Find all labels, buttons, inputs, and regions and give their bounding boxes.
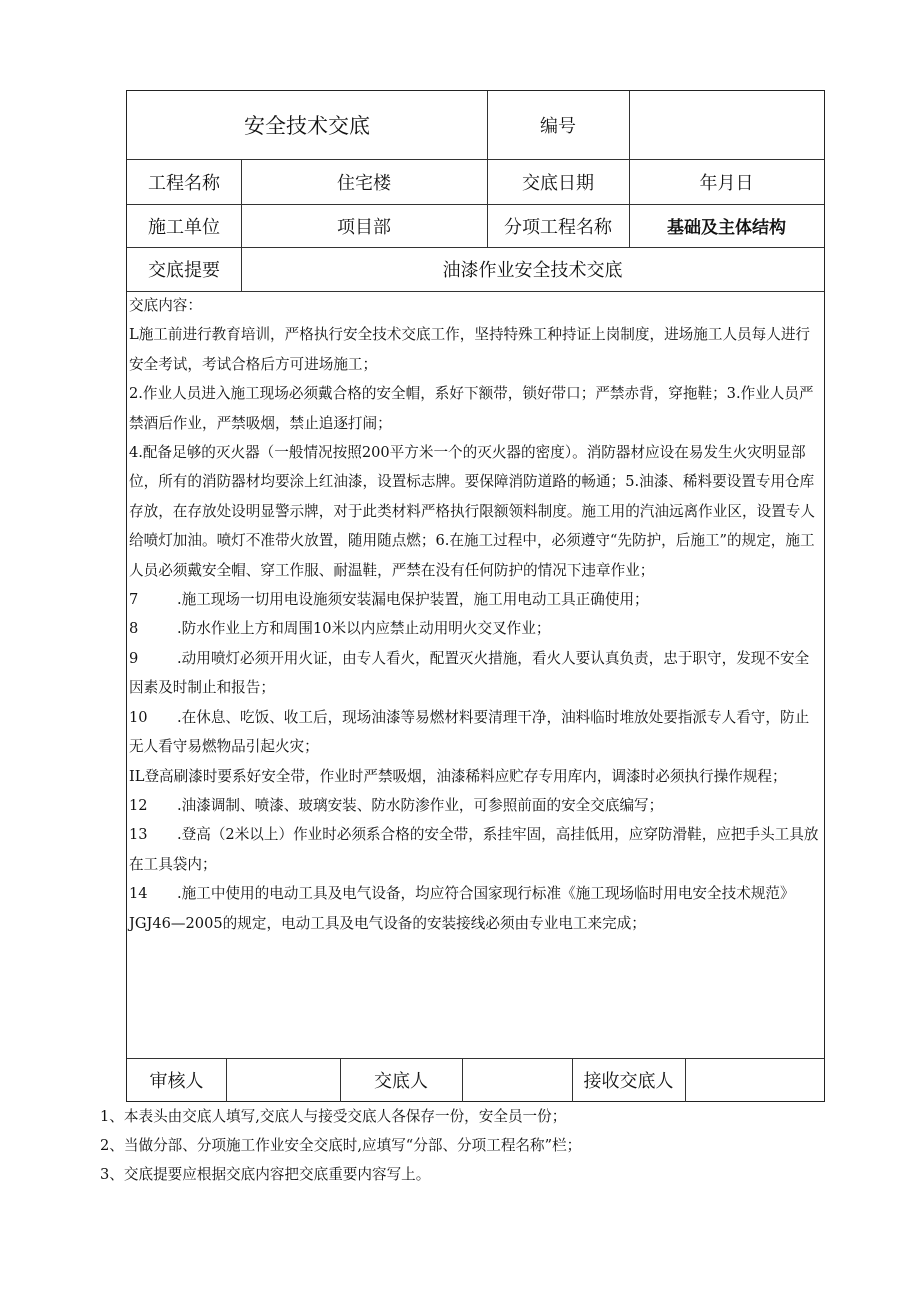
content-item-1: L施工前进行教育培训，严格执行安全技术交底工作，坚持特殊工种持证上岗制度，进场施工人员每人进行安全考试，考试合格后方可进场施工； bbox=[129, 326, 811, 373]
item-text: .施工现场一切用电设施须安装漏电保护装置，施工用电动工具正确使用； bbox=[177, 591, 649, 609]
unit-label: 施工单位 bbox=[148, 216, 220, 238]
receiver-label: 接收交底人 bbox=[583, 1071, 674, 1092]
note-2: 2、当做分部、分项施工作业安全交底时,应填写“分部、分项工程名称”栏； bbox=[100, 1137, 582, 1154]
content-item-10 bbox=[129, 703, 822, 762]
summary-label: 交底提要 bbox=[148, 260, 220, 281]
content-item-7 bbox=[129, 585, 822, 614]
content-item-4: 4.配备足够的灭火器（一般情况按照200平方米一个的灭火器的密度）。消防器材应设在易发生火灾明显部位，所有的消防器材均要涂上红油漆，设置标志牌。要保障消防道路的畅通；5.油漆、稀料要设置专用仓库存放，在存放处设明显警示牌，对于此类材料严格执行限额领料制度。施工用的汽油远离作业区，设置专人给喷灯加油。喷灯不准带火放置，随用随点燃；6.在施工过程中，必须遵守“先防护，后施工”的规定，施工人员必须戴安全帽、穿工作服、耐温鞋，严禁在没有任何防护的情况下违章作业； bbox=[129, 444, 815, 579]
item-text: .登高（2米以上）作业时必须系合格的安全带，系挂牢固，高挂低用，应穿防滑鞋，应把手头工具放在工具袋内； bbox=[129, 826, 819, 873]
project-name-value[interactable]: 住宅楼 bbox=[337, 172, 391, 194]
item-number: 8 bbox=[129, 620, 139, 638]
content-item-14 bbox=[129, 879, 822, 938]
unit-value[interactable]: 项目部 bbox=[337, 216, 391, 238]
item-number: 13 bbox=[129, 826, 148, 844]
item-text: .在休息、吃饭、收工后，现场油漆等易燃材料要清理干净，油料临时堆放处要指派专人看守，防止无人看守易燃物品引起火灾； bbox=[129, 708, 810, 756]
content-item-11: IL登高刷漆时要系好安全带，作业时严禁吸烟，油漆稀料应贮存专用库内，调漆时必须执行操作规程； bbox=[129, 767, 787, 785]
item-number: 10 bbox=[129, 708, 148, 726]
number-value[interactable] bbox=[629, 91, 824, 159]
project-name-label: 工程名称 bbox=[148, 172, 220, 194]
item-number: 12 bbox=[129, 796, 148, 814]
briefing-content bbox=[127, 291, 824, 938]
note-1: 1、本表头由交底人填写,交底人与接受交底人各保存一份，安全员一份； bbox=[100, 1108, 567, 1125]
receiver-value[interactable] bbox=[685, 1058, 824, 1102]
discloser-value[interactable] bbox=[462, 1058, 572, 1102]
safety-briefing-form bbox=[126, 90, 825, 1102]
item-text: .油漆调制、喷漆、玻璃安装、防水防渗作业，可参照前面的安全交底编写； bbox=[177, 796, 664, 814]
date-label: 交底日期 bbox=[522, 172, 594, 194]
item-number: 7 bbox=[129, 591, 139, 609]
date-value[interactable]: 年月日 bbox=[699, 172, 754, 194]
item-number: 9 bbox=[129, 649, 139, 667]
content-item-8 bbox=[129, 614, 822, 643]
content-heading: 交底内容： bbox=[129, 297, 202, 314]
sub-project-value[interactable]: 基础及主体结构 bbox=[667, 218, 786, 238]
discloser-label: 交底人 bbox=[374, 1071, 428, 1092]
item-number: 14 bbox=[129, 885, 148, 903]
number-label: 编号 bbox=[540, 116, 576, 137]
sub-project-label: 分项工程名称 bbox=[504, 216, 612, 238]
content-item-13 bbox=[129, 820, 822, 879]
form-title: 安全技术交底 bbox=[244, 114, 370, 138]
content-item-9 bbox=[129, 644, 822, 703]
content-item-12 bbox=[129, 791, 822, 820]
note-3: 3、交底提要应根据交底内容把交底重要内容写上。 bbox=[100, 1166, 431, 1183]
item-text: .施工中使用的电动工具及电气设备，均应符合国家现行标准《施工现场临时用电安全技术规范》JGJ46—2005的规定，电动工具及电气设备的安装接线必须由专业电工来完成； bbox=[129, 885, 795, 932]
content-item-2: 2.作业人员进入施工现场必须戴合格的安全帽，系好下额带，锁好带口；严禁赤背，穿拖鞋；3.作业人员严禁酒后作业，严禁吸烟，禁止追逐打闹； bbox=[129, 385, 814, 432]
reviewer-value[interactable] bbox=[226, 1058, 340, 1102]
reviewer-label: 审核人 bbox=[149, 1071, 204, 1092]
item-text: .动用喷灯必须开用火证，由专人看火，配置灭火措施，看火人要认真负责，忠于职守，发现不安全因素及时制止和报告； bbox=[129, 649, 810, 697]
item-text: .防水作业上方和周围10米以内应禁止动用明火交叉作业； bbox=[177, 620, 551, 638]
summary-value[interactable]: 油漆作业安全技术交底 bbox=[442, 260, 623, 281]
form-notes bbox=[100, 1102, 860, 1189]
